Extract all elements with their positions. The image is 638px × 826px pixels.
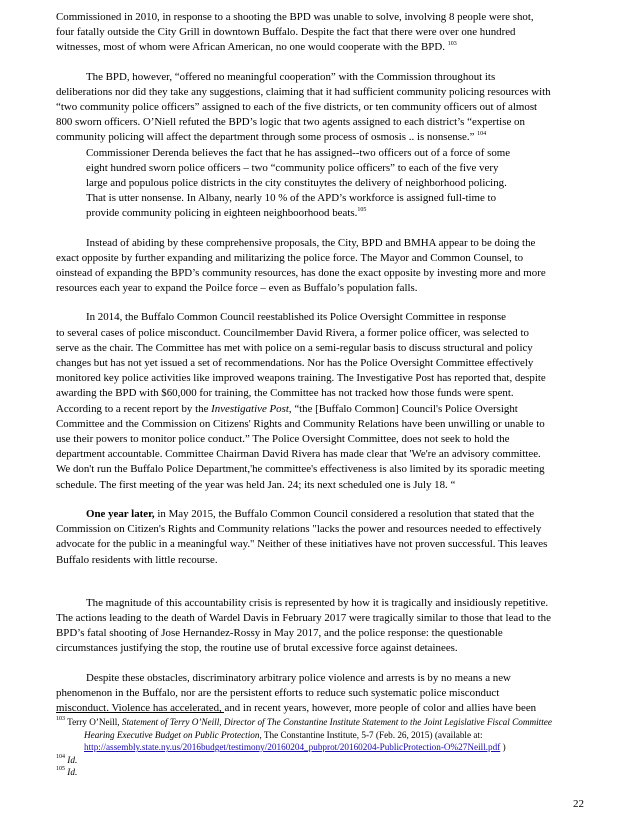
footnote-105: [56, 766, 584, 779]
footnote-author: Terry O’Neill,: [65, 717, 122, 727]
footnote-title: Statement of Terry O’Neill, Director of The Constantine Institute Statement to the Joint Legislative Fiscal Committee Hearing Executive Budget on Public Protection: [84, 717, 552, 740]
footnote-number: 104: [56, 753, 65, 760]
paragraph-obstacles: Despite these obstacles, discriminatory arbitrary police violence and arrests is by no means a new phenomenon in the Buffalo, nor are the persistent efforts to reduce such systematic police misconduct misconduct. Violence has accelerated, and in recent years, however, more people of color and allies have been: [56, 671, 537, 714]
paragraph-expansion: Instead of abiding by these comprehensive proposals, the City, BPD and BMHA appear to be doing the exact opposite by further expanding and militarizing the police force. The Mayor and Common Counsel, to oinstead of expanding the BPD’s community resources, has done the exact opposite by investing more and more resources each year to expand the Poilce force – even as Buffalo’s population falls.: [56, 236, 546, 295]
footnote-104: [56, 754, 584, 767]
bold-lead: One year later,: [86, 507, 155, 520]
document-body: [56, 10, 584, 716]
footnote-text: Id.: [67, 754, 78, 765]
footnotes: [56, 712, 584, 779]
footnote-link[interactable]: http://assembly.state.ny.us/2016budget/testimony/20160204_pubprot/20160204-PublicProtection-O%27Neill.pdf: [84, 742, 501, 753]
paragraph-one-year-later: [56, 507, 584, 568]
page-number: 22: [573, 798, 584, 810]
footnote-text: , The Constantine Institute, 5-7 (Feb. 26, 2015) (available at:: [259, 729, 483, 740]
paragraph-text: Commissioned in 2010, in response to a shooting the BPD was unable to solve, involving 8 people were shot, four fatally outside the City Grill in downtown Buffalo. Despite the fact that there were over one hundred witnesses, most of whom were African American, no one would cooperate with the BPD.: [56, 11, 534, 54]
footnote-number: 103: [56, 716, 65, 722]
paragraph-text: In 2014, the Buffalo Common Council reestablished its Police Oversight Committee in response to several cases of police misconduct. Councilmember David Rivera, a former police officer, was selected to serve as the chair. The Committee has met with police on a semi-regular basis to discuss structural and policy changes but has not yet issued a set of recommendations. Nor has the Police Oversight Committee effectively monitored key police activities like improved weapons training. The Investigative Post has reported that, despite awarding the BPD with $60,000 for training, the Committee has not tracked how those funds were spent. According to a recent report by the: [56, 311, 546, 415]
paragraph-text: The BPD, however, “offered no meaningful cooperation” with the Commission throughout its deliberations nor did they take any suggestions, claiming that it had sufficient community policing resources with “two community police officers” assigned to each of the five districts, or ten community officers out of almost 800 sworn officers. O’Niell refuted the BPD’s logic that two agents assigned to each district’s “expertise on community policing will affect the department through some process of osmosis .. is nonsense.”: [56, 70, 551, 144]
footnote-103: [56, 716, 584, 754]
footnote-number: 105: [56, 766, 65, 773]
block-quote: [86, 146, 584, 222]
paragraph-accountability-crisis: The magnitude of this accountability crisis is represented by how it is tragically and insidiously repetitive. The actions leading to the death of Wardel Davis in February 2017 were tragically similar to those that lead to the BPD’s fatal shooting of Jose Hernandez-Rossy in May 2017, and the police response: the questionable circumstances justifying the stop, the routine use of brutal excessive force against detainees.: [56, 596, 551, 655]
footnote-divider: [56, 712, 224, 713]
paragraph-commission: [56, 10, 584, 56]
footnote-text: Id.: [67, 767, 78, 778]
paragraph-text: , “the [Buffalo Common] Council's Police Oversight Committee and the Commission on Citizens' Rights and Community Relations have been unwilling or unable to use their powers to monitor police conduct.” The Police Oversight Committee, does not seek to hold the department accountable. Committee Chairman David Rivera has made clear that 'We're an advisory committee. We don't run the Buffalo Police Department,'he committee's effectiveness is also limited by its sporadic meeting schedule. The first meeting of the year was held Jan. 24; its next scheduled one is July 18. “: [56, 402, 545, 491]
footnote-ref-103[interactable]: 103: [447, 41, 457, 48]
footnote-ref-105[interactable]: 105: [357, 207, 367, 214]
paragraph-oversight-committee: [56, 310, 584, 492]
footnote-text: ): [500, 742, 506, 753]
footnote-ref-104[interactable]: 104: [477, 131, 487, 138]
quote-text: Commissioner Derenda believes the fact that he has assigned--two officers out of a force of some eight hundred sworn police officers – two “community police officers” to each of the five very large and populous police districts in the city constituytes the delivery of neighborhood policing. That is utter nonsense. In Albany, nearly 10 % of the APD’s workforce is assigned full-time to provide community policing in eighteen neighboorhood beats.: [86, 146, 511, 220]
paragraph-text: in May 2015, the Buffalo Common Council considered a resolution that stated that the Commission on Citizen's Rights and Community relations "lacks the power and resources needed to effectively advocate for the public in a meaningful way." Neither of these initiatives have not proven successful. This leaves Buffalo residents with little recourse.: [56, 507, 548, 566]
publication-title: Investigative Post: [211, 402, 289, 415]
paragraph-bpd-cooperation: [56, 70, 584, 146]
